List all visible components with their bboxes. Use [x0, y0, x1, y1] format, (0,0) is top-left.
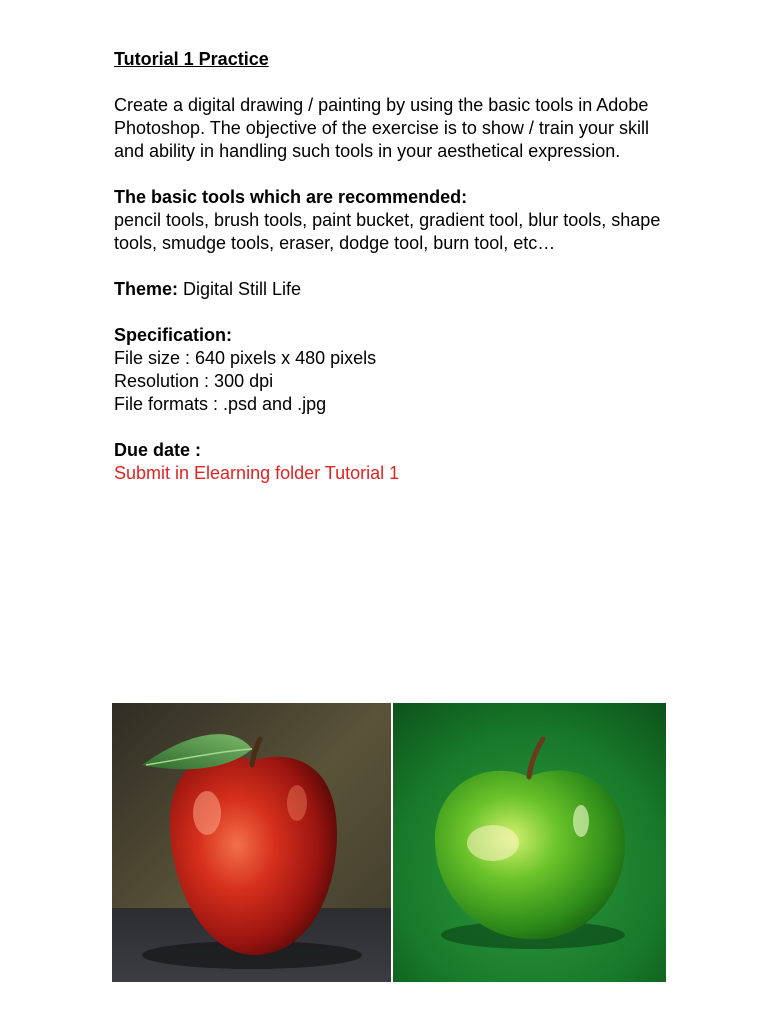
assignment-text	[114, 48, 714, 485]
document-title: Tutorial 1 Practice	[114, 49, 269, 69]
spec-file-size: File size : 640 pixels x 480 pixels	[114, 348, 377, 368]
due-date-label: Due date :	[114, 440, 202, 460]
tools-line-1: pencil tools, brush tools, paint bucket, gradient tool, blur tools, shape	[114, 210, 661, 230]
spec-resolution: Resolution : 300 dpi	[114, 371, 274, 391]
theme-line	[114, 278, 714, 301]
intro-line-2: Photoshop. The objective of the exercise is to show / train your skill	[114, 118, 649, 138]
example-images	[112, 703, 666, 982]
red-apple-illustration	[112, 703, 391, 982]
theme-value: Digital Still Life	[178, 279, 302, 299]
spec-file-formats: File formats : .psd and .jpg	[114, 394, 327, 414]
theme-label: Theme:	[114, 279, 179, 299]
tools-heading: The basic tools which are recommended:	[114, 187, 468, 207]
green-apple-illustration	[393, 703, 666, 982]
green-apple-image	[393, 703, 666, 982]
intro-line-3: and ability in handling such tools in your aesthetical expression.	[114, 141, 621, 161]
intro-line-1: Create a digital drawing / painting by using the basic tools in Adobe	[114, 95, 649, 115]
due-date-note: Submit in Elearning folder Tutorial 1	[114, 463, 400, 483]
red-apple-image	[112, 703, 391, 982]
specification-heading: Specification:	[114, 325, 233, 345]
tools-line-2: tools, smudge tools, eraser, dodge tool, burn tool, etc…	[114, 233, 556, 253]
